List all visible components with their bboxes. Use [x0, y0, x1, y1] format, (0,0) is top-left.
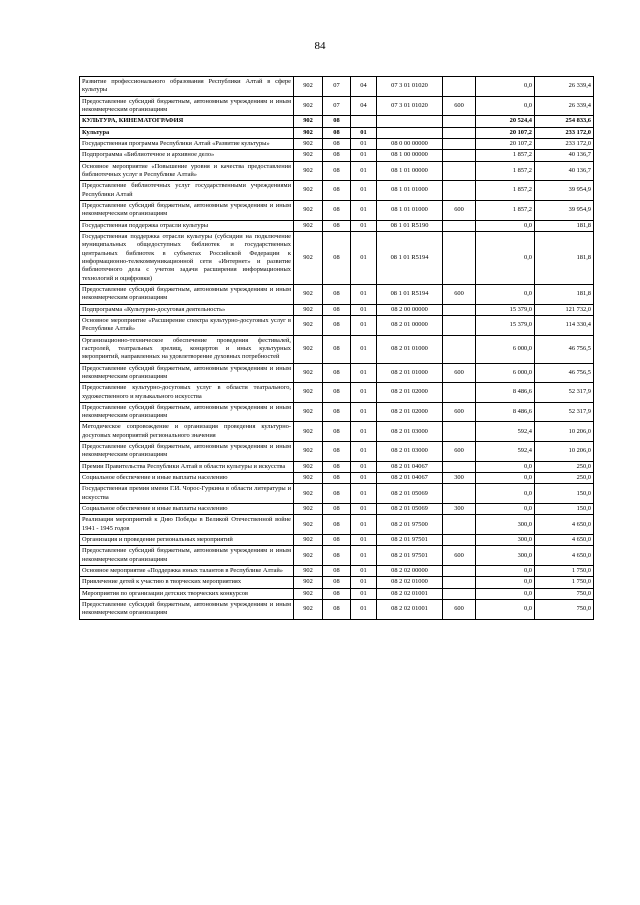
amount-total: 181,8: [535, 284, 594, 304]
expense-type-code: [443, 422, 476, 442]
table-row: [80, 315, 594, 335]
subsection-code: 04: [351, 77, 377, 97]
ved-code: 902: [294, 566, 323, 577]
target-article-code: 08 1 01 00000: [377, 161, 443, 181]
section-code: 08: [323, 577, 351, 588]
row-name: Государственная премия имени Г.И. Чорос-Гуркина в области литературы и искусства: [80, 484, 294, 504]
subsection-code: 04: [351, 96, 377, 116]
subsection-code: 01: [351, 515, 377, 535]
row-name: Государственная программа Республики Алтай «Развитие культуры»: [80, 138, 294, 149]
row-name: Развитие профессионального образования Республики Алтай в сфере культуры: [80, 77, 294, 97]
amount-total: 181,8: [535, 231, 594, 284]
target-article-code: 08 2 02 01001: [377, 600, 443, 620]
target-article-code: 08 2 01 04067: [377, 473, 443, 484]
amount-change: 1 857,2: [476, 181, 535, 201]
table-row: [80, 535, 594, 546]
table-row: [80, 304, 594, 315]
amount-total: 26 339,4: [535, 96, 594, 116]
ved-code: 902: [294, 127, 323, 138]
expense-type-code: [443, 335, 476, 363]
expense-type-code: [443, 77, 476, 97]
ved-code: 902: [294, 138, 323, 149]
section-code: 08: [323, 461, 351, 472]
amount-total: 250,0: [535, 461, 594, 472]
amount-change: 15 379,0: [476, 304, 535, 315]
amount-total: 26 339,4: [535, 77, 594, 97]
amount-change: 1 857,2: [476, 200, 535, 220]
amount-total: 1 750,0: [535, 566, 594, 577]
amount-total: 52 317,9: [535, 402, 594, 422]
amount-change: 0,0: [476, 231, 535, 284]
amount-change: 0,0: [476, 96, 535, 116]
section-code: 08: [323, 515, 351, 535]
row-name: Организация и проведение региональных мероприятий: [80, 535, 294, 546]
amount-total: 4 650,0: [535, 515, 594, 535]
ved-code: 902: [294, 504, 323, 515]
amount-change: 592,4: [476, 442, 535, 462]
amount-total: 52 317,9: [535, 383, 594, 403]
amount-change: 1 857,2: [476, 150, 535, 161]
table-row: [80, 200, 594, 220]
section-code: 07: [323, 96, 351, 116]
row-name: Предоставление культурно-досуговых услуг в области театрального, художественного и музыкального искусства: [80, 383, 294, 403]
subsection-code: 01: [351, 220, 377, 231]
ved-code: 902: [294, 77, 323, 97]
target-article-code: 08 2 01 97501: [377, 546, 443, 566]
subsection-code: 01: [351, 577, 377, 588]
subsection-code: 01: [351, 402, 377, 422]
amount-total: 254 833,6: [535, 116, 594, 127]
amount-total: 46 756,5: [535, 335, 594, 363]
subsection-code: 01: [351, 383, 377, 403]
table-row: [80, 383, 594, 403]
target-article-code: 08 2 01 00000: [377, 315, 443, 335]
table-row: [80, 77, 594, 97]
amount-total: 39 954,9: [535, 200, 594, 220]
amount-change: 20 524,4: [476, 116, 535, 127]
amount-change: 1 857,2: [476, 161, 535, 181]
table-row: [80, 127, 594, 138]
target-article-code: 08 2 01 02000: [377, 383, 443, 403]
expense-type-code: [443, 220, 476, 231]
ved-code: 902: [294, 442, 323, 462]
target-article-code: 08 1 01 R5194: [377, 284, 443, 304]
section-code: 08: [323, 402, 351, 422]
amount-change: 0,0: [476, 220, 535, 231]
row-name: Предоставление субсидий бюджетным, автономным учреждениям и иным некоммерческим организациям: [80, 284, 294, 304]
row-name: Предоставление субсидий бюджетным, автономным учреждениям и иным некоммерческим организациям: [80, 546, 294, 566]
table-row: [80, 504, 594, 515]
amount-change: 6 000,0: [476, 363, 535, 383]
subsection-code: 01: [351, 363, 377, 383]
target-article-code: 08 2 01 01000: [377, 335, 443, 363]
amount-total: 750,0: [535, 588, 594, 599]
target-article-code: 08 2 01 05069: [377, 484, 443, 504]
subsection-code: 01: [351, 600, 377, 620]
ved-code: 902: [294, 304, 323, 315]
amount-total: 39 954,9: [535, 181, 594, 201]
target-article-code: 08 1 01 R5194: [377, 231, 443, 284]
ved-code: 902: [294, 484, 323, 504]
target-article-code: 08 2 01 04067: [377, 461, 443, 472]
amount-change: 0,0: [476, 566, 535, 577]
ved-code: 902: [294, 535, 323, 546]
expense-type-code: 600: [443, 200, 476, 220]
expense-type-code: 600: [443, 442, 476, 462]
target-article-code: 08 0 00 00000: [377, 138, 443, 149]
row-name: Основное мероприятие «Поддержка юных талантов в Республике Алтай»: [80, 566, 294, 577]
row-name: Реализация мероприятий к Дню Победы в Великой Отечественной войне 1941 - 1945 годов: [80, 515, 294, 535]
target-article-code: 08 2 02 00000: [377, 566, 443, 577]
section-code: 08: [323, 181, 351, 201]
section-code: 08: [323, 473, 351, 484]
subsection-code: 01: [351, 504, 377, 515]
section-code: 08: [323, 383, 351, 403]
amount-change: 0,0: [476, 504, 535, 515]
subsection-code: 01: [351, 442, 377, 462]
target-article-code: 08 2 00 00000: [377, 304, 443, 315]
target-article-code: 08 1 01 R5190: [377, 220, 443, 231]
section-code: 08: [323, 442, 351, 462]
ved-code: 902: [294, 315, 323, 335]
table-row: [80, 442, 594, 462]
row-name: Предоставление библиотечных услуг государственными учреждениями Республики Алтай: [80, 181, 294, 201]
table-row: [80, 473, 594, 484]
subsection-code: 01: [351, 231, 377, 284]
expense-type-code: [443, 577, 476, 588]
row-name: Государственная поддержка отрасли культуры (субсидии на подключение муниципальных общедоступных библиотек и государственных центральных библиотек в субъектах Российской Федерации к информационно-телекоммуникационной сети «Интернет» и развитие библиотечного дела с учетом задачи расширения информационных технологий и оцифровки): [80, 231, 294, 284]
subsection-code: 01: [351, 484, 377, 504]
row-name: Предоставление субсидий бюджетным, автономным учреждениям и иным некоммерческим организациям: [80, 402, 294, 422]
section-code: 08: [323, 138, 351, 149]
ved-code: 902: [294, 181, 323, 201]
expense-type-code: 600: [443, 546, 476, 566]
amount-total: 181,8: [535, 220, 594, 231]
expense-type-code: 300: [443, 473, 476, 484]
row-name: Подпрограмма «Библиотечное и архивное дело»: [80, 150, 294, 161]
row-name: Предоставление субсидий бюджетным, автономным учреждениям и иным некоммерческим организациям: [80, 442, 294, 462]
expense-type-code: [443, 150, 476, 161]
target-article-code: 08 1 00 00000: [377, 150, 443, 161]
amount-change: 20 107,2: [476, 138, 535, 149]
ved-code: 902: [294, 231, 323, 284]
amount-total: 4 650,0: [535, 535, 594, 546]
amount-change: 300,0: [476, 515, 535, 535]
row-name: Государственная поддержка отрасли культуры: [80, 220, 294, 231]
subsection-code: 01: [351, 422, 377, 442]
expense-type-code: [443, 161, 476, 181]
table-row: [80, 96, 594, 116]
row-name: Организационно-техническое обеспечение проведения фестивалей, гастролей, театральных зрелищ, концертов и иных культурных мероприятий, направленных на удовлетворение духовных потребностей: [80, 335, 294, 363]
amount-total: 750,0: [535, 600, 594, 620]
target-article-code: 08 2 01 02000: [377, 402, 443, 422]
amount-total: 233 172,0: [535, 138, 594, 149]
amount-change: 8 486,6: [476, 402, 535, 422]
amount-change: 6 000,0: [476, 335, 535, 363]
table-row: [80, 231, 594, 284]
expense-type-code: 300: [443, 504, 476, 515]
amount-total: 114 330,4: [535, 315, 594, 335]
expense-type-code: [443, 127, 476, 138]
row-name: Привлечение детей к участию в творческих мероприятиях: [80, 577, 294, 588]
expense-type-code: [443, 566, 476, 577]
table-row: [80, 484, 594, 504]
amount-change: 0,0: [476, 484, 535, 504]
section-code: 08: [323, 304, 351, 315]
amount-change: 0,0: [476, 600, 535, 620]
target-article-code: 08 2 01 03000: [377, 422, 443, 442]
row-name: Подпрограмма «Культурно-досуговая деятельность»: [80, 304, 294, 315]
subsection-code: 01: [351, 461, 377, 472]
subsection-code: 01: [351, 535, 377, 546]
amount-change: 0,0: [476, 577, 535, 588]
amount-total: 150,0: [535, 504, 594, 515]
row-name: Премии Правительства Республики Алтай в области культуры и искусства: [80, 461, 294, 472]
row-name: Предоставление субсидий бюджетным, автономным учреждениям и иным некоммерческим организациям: [80, 363, 294, 383]
target-article-code: [377, 116, 443, 127]
row-name: КУЛЬТУРА, КИНЕМАТОГРАФИЯ: [80, 116, 294, 127]
section-code: 08: [323, 335, 351, 363]
table-row: [80, 515, 594, 535]
ved-code: 902: [294, 461, 323, 472]
amount-total: 4 650,0: [535, 546, 594, 566]
ved-code: 902: [294, 600, 323, 620]
target-article-code: 08 1 01 01000: [377, 200, 443, 220]
expense-type-code: [443, 535, 476, 546]
expense-type-code: [443, 484, 476, 504]
amount-change: 592,4: [476, 422, 535, 442]
expense-type-code: [443, 515, 476, 535]
target-article-code: 08 2 01 97500: [377, 515, 443, 535]
subsection-code: 01: [351, 138, 377, 149]
row-name: Мероприятия по организации детских творческих конкурсов: [80, 588, 294, 599]
table-row: [80, 138, 594, 149]
table-row: [80, 220, 594, 231]
section-code: 08: [323, 422, 351, 442]
target-article-code: 08 2 01 97501: [377, 535, 443, 546]
section-code: 08: [323, 484, 351, 504]
ved-code: 902: [294, 473, 323, 484]
ved-code: 902: [294, 150, 323, 161]
amount-change: 0,0: [476, 284, 535, 304]
ved-code: 902: [294, 402, 323, 422]
section-code: 08: [323, 200, 351, 220]
ved-code: 902: [294, 588, 323, 599]
table-row: [80, 363, 594, 383]
ved-code: 902: [294, 96, 323, 116]
expense-type-code: [443, 304, 476, 315]
ved-code: 902: [294, 161, 323, 181]
ved-code: 902: [294, 220, 323, 231]
amount-change: 0,0: [476, 77, 535, 97]
table-row: [80, 588, 594, 599]
subsection-code: 01: [351, 127, 377, 138]
target-article-code: 08 2 01 03000: [377, 442, 443, 462]
row-name: Социальное обеспечение и иные выплаты населению: [80, 473, 294, 484]
amount-total: 121 732,0: [535, 304, 594, 315]
section-code: 08: [323, 231, 351, 284]
subsection-code: 01: [351, 150, 377, 161]
expense-type-code: [443, 116, 476, 127]
amount-total: 233 172,0: [535, 127, 594, 138]
table-row: [80, 577, 594, 588]
amount-change: 20 107,2: [476, 127, 535, 138]
row-name: Основное мероприятие «Повышение уровня и качества предоставления библиотечных услуг в Республике Алтай»: [80, 161, 294, 181]
amount-total: 10 206,0: [535, 442, 594, 462]
subsection-code: 01: [351, 304, 377, 315]
section-code: 08: [323, 504, 351, 515]
subsection-code: 01: [351, 161, 377, 181]
section-code: 08: [323, 220, 351, 231]
row-name: Предоставление субсидий бюджетным, автономным учреждениям и иным некоммерческим организациям: [80, 200, 294, 220]
target-article-code: 08 2 01 01000: [377, 363, 443, 383]
table-row: [80, 284, 594, 304]
section-code: 08: [323, 161, 351, 181]
section-code: 08: [323, 363, 351, 383]
row-name: Социальное обеспечение и иные выплаты населению: [80, 504, 294, 515]
target-article-code: 08 1 01 01000: [377, 181, 443, 201]
expense-type-code: [443, 383, 476, 403]
ved-code: 902: [294, 546, 323, 566]
subsection-code: 01: [351, 181, 377, 201]
row-name: Методическое сопровождение и организация проведения культурно-досуговых мероприятий регионального значения: [80, 422, 294, 442]
section-code: 08: [323, 284, 351, 304]
ved-code: 902: [294, 383, 323, 403]
expense-type-code: [443, 588, 476, 599]
expense-type-code: [443, 231, 476, 284]
row-name: Предоставление субсидий бюджетным, автономным учреждениям и иным некоммерческим организациям: [80, 600, 294, 620]
amount-total: 40 136,7: [535, 150, 594, 161]
ved-code: 902: [294, 116, 323, 127]
amount-change: 300,0: [476, 546, 535, 566]
amount-total: 1 750,0: [535, 577, 594, 588]
table-row: [80, 116, 594, 127]
amount-change: 15 379,0: [476, 315, 535, 335]
target-article-code: 08 2 01 05069: [377, 504, 443, 515]
expense-type-code: [443, 315, 476, 335]
table-body: [80, 77, 594, 620]
section-code: 08: [323, 150, 351, 161]
amount-total: 10 206,0: [535, 422, 594, 442]
row-name: Предоставление субсидий бюджетным, автономным учреждениям и иным некоммерческим организациям: [80, 96, 294, 116]
budget-table: [79, 76, 594, 620]
ved-code: 902: [294, 577, 323, 588]
table-row: [80, 150, 594, 161]
subsection-code: 01: [351, 588, 377, 599]
section-code: 08: [323, 535, 351, 546]
expense-type-code: 600: [443, 284, 476, 304]
target-article-code: 08 2 02 01000: [377, 577, 443, 588]
table-row: [80, 461, 594, 472]
table-row: [80, 600, 594, 620]
subsection-code: 01: [351, 315, 377, 335]
table-row: [80, 161, 594, 181]
amount-change: 0,0: [476, 461, 535, 472]
section-code: 08: [323, 315, 351, 335]
expense-type-code: [443, 461, 476, 472]
table-row: [80, 181, 594, 201]
amount-total: 46 756,5: [535, 363, 594, 383]
subsection-code: 01: [351, 566, 377, 577]
section-code: 08: [323, 546, 351, 566]
amount-change: 0,0: [476, 588, 535, 599]
target-article-code: [377, 127, 443, 138]
section-code: 08: [323, 566, 351, 577]
section-code: 08: [323, 116, 351, 127]
ved-code: 902: [294, 200, 323, 220]
amount-total: 150,0: [535, 484, 594, 504]
amount-change: 0,0: [476, 473, 535, 484]
row-name: Основное мероприятие «Расширение спектра культурно-досуговых услуг в Республике Алтай»: [80, 315, 294, 335]
table-row: [80, 335, 594, 363]
expense-type-code: 600: [443, 402, 476, 422]
amount-total: 40 136,7: [535, 161, 594, 181]
target-article-code: 07 3 01 01020: [377, 77, 443, 97]
amount-change: 8 486,6: [476, 383, 535, 403]
ved-code: 902: [294, 515, 323, 535]
subsection-code: [351, 116, 377, 127]
section-code: 08: [323, 588, 351, 599]
amount-total: 250,0: [535, 473, 594, 484]
ved-code: 902: [294, 335, 323, 363]
subsection-code: 01: [351, 335, 377, 363]
expense-type-code: 600: [443, 363, 476, 383]
target-article-code: 08 2 02 01001: [377, 588, 443, 599]
subsection-code: 01: [351, 473, 377, 484]
subsection-code: 01: [351, 200, 377, 220]
subsection-code: 01: [351, 546, 377, 566]
expense-type-code: [443, 181, 476, 201]
target-article-code: 07 3 01 01020: [377, 96, 443, 116]
page-number: 84: [314, 40, 326, 52]
section-code: 07: [323, 77, 351, 97]
ved-code: 902: [294, 422, 323, 442]
expense-type-code: [443, 138, 476, 149]
table-row: [80, 546, 594, 566]
row-name: Культура: [80, 127, 294, 138]
amount-change: 300,0: [476, 535, 535, 546]
section-code: 08: [323, 600, 351, 620]
table-row: [80, 422, 594, 442]
expense-type-code: 600: [443, 96, 476, 116]
table-row: [80, 566, 594, 577]
subsection-code: 01: [351, 284, 377, 304]
expense-type-code: 600: [443, 600, 476, 620]
section-code: 08: [323, 127, 351, 138]
ved-code: 902: [294, 363, 323, 383]
ved-code: 902: [294, 284, 323, 304]
table-row: [80, 402, 594, 422]
